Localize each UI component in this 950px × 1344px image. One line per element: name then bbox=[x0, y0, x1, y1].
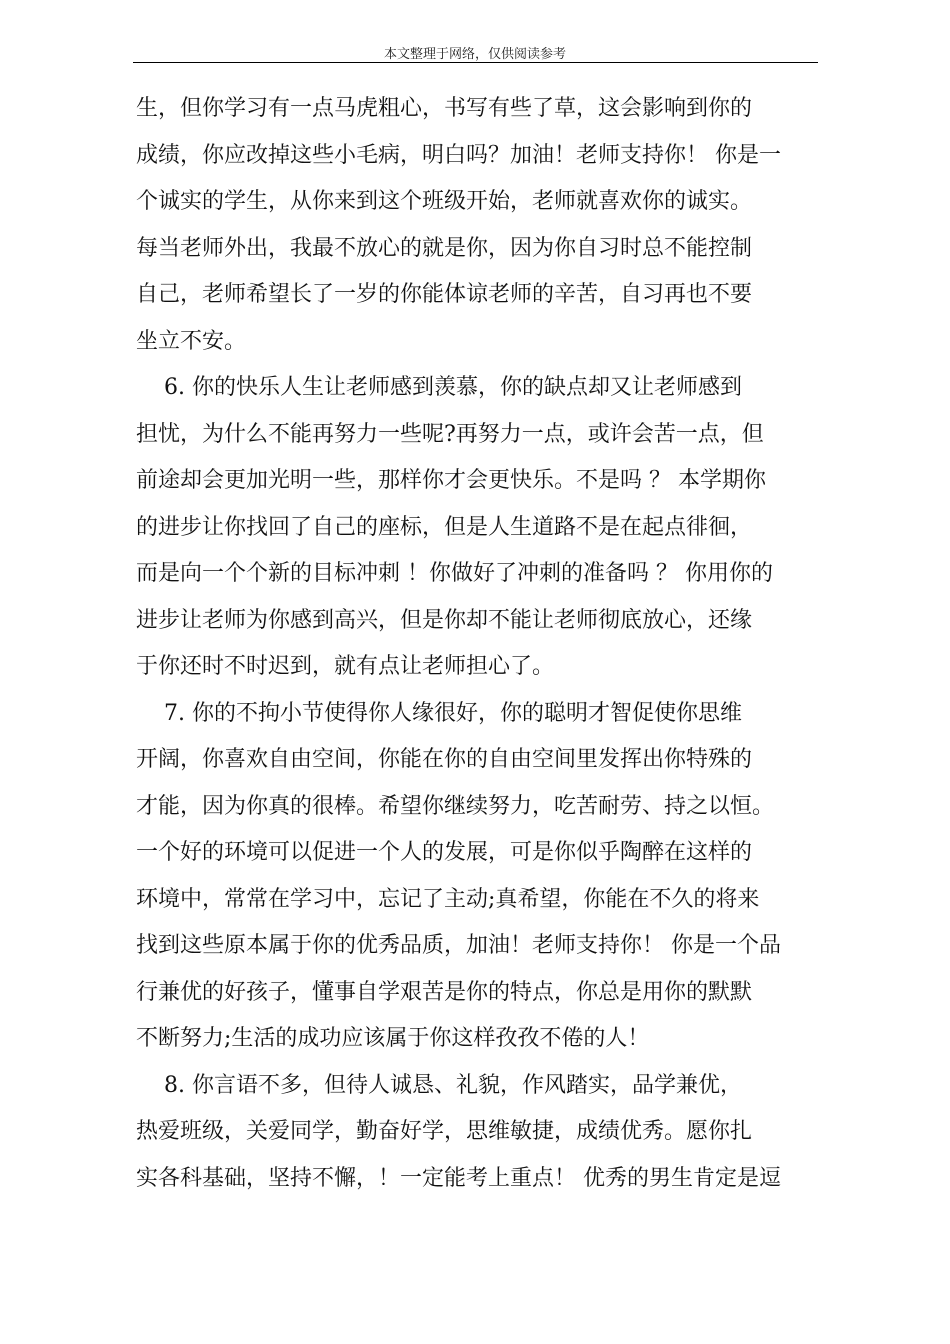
paragraph-item-6: 6. 你的快乐人生让老师感到羡慕，你的缺点却又让老师感到 担忧，为什么不能再努力一些呢?再努力一点，或许会苦一点，但 前途却会更加光明一些，那样你才会更快乐。不是吗 ？ 本学期你 的进步让你找回了自己的座标，但是人生道路不是在起点徘徊， 而是向一个个新的目标冲刺 ！你做好了冲刺的准备吗 ？ 你用你的 进步让老师为你感到高兴，但是你却不能让老师彻底放心，还缘 于你还时不时迟到，就有点让老师担心了。 bbox=[136, 375, 773, 679]
paragraph-item-7: 7. 你的不拘小节使得你人缘很好，你的聪明才智促使你思维 开阔，你喜欢自由空间，你能在你的自由空间里发挥出你特殊的 才能，因为你真的很棒。希望你继续努力，吃苦耐劳、持之以恒。 一个好的环境可以促进一个人的发展，可是你似乎陶醉在这样的 环境中，常常在学习中，忘记了主动;真希望，你能在不久的将来 找到这些原本属于你的优秀品质，加油！老师支持你！ 你是一个品 行兼优的好孩子，懂事自学艰苦是你的特点，你总是用你的默默 不断努力;生活的成功应该属于你这样孜孜不倦的人！ bbox=[136, 700, 781, 1051]
paragraph-continuation: 生，但你学习有一点马虎粗心，书写有些了草，这会影响到你的 成绩，你应改掉这些小毛病，明白吗？加油！老师支持你！ 你是一 个诚实的学生，从你来到这个班级开始，老师就喜欢你的诚实。 每当老师外出，我最不放心的就是你，因为你自习时总不能控制 自己，老师希望长了一岁的你能体谅老师的辛苦，自习再也不要 坐立不安。 bbox=[136, 96, 781, 354]
document-body bbox=[136, 86, 821, 1202]
page-header: 本文整理于网络，仅供阅读参考 bbox=[383, 47, 566, 62]
paragraph-item-8: 8. 你言语不多，但待人诚恳、礼貌，作风踏实，品学兼优， 热爱班级，关爱同学，勤奋好学，思维敏捷，成绩优秀。愿你扎 实各科基础，坚持不懈，！一定能考上重点！ 优秀的男生肯定是逗 bbox=[136, 1072, 781, 1191]
header-divider bbox=[133, 62, 818, 63]
